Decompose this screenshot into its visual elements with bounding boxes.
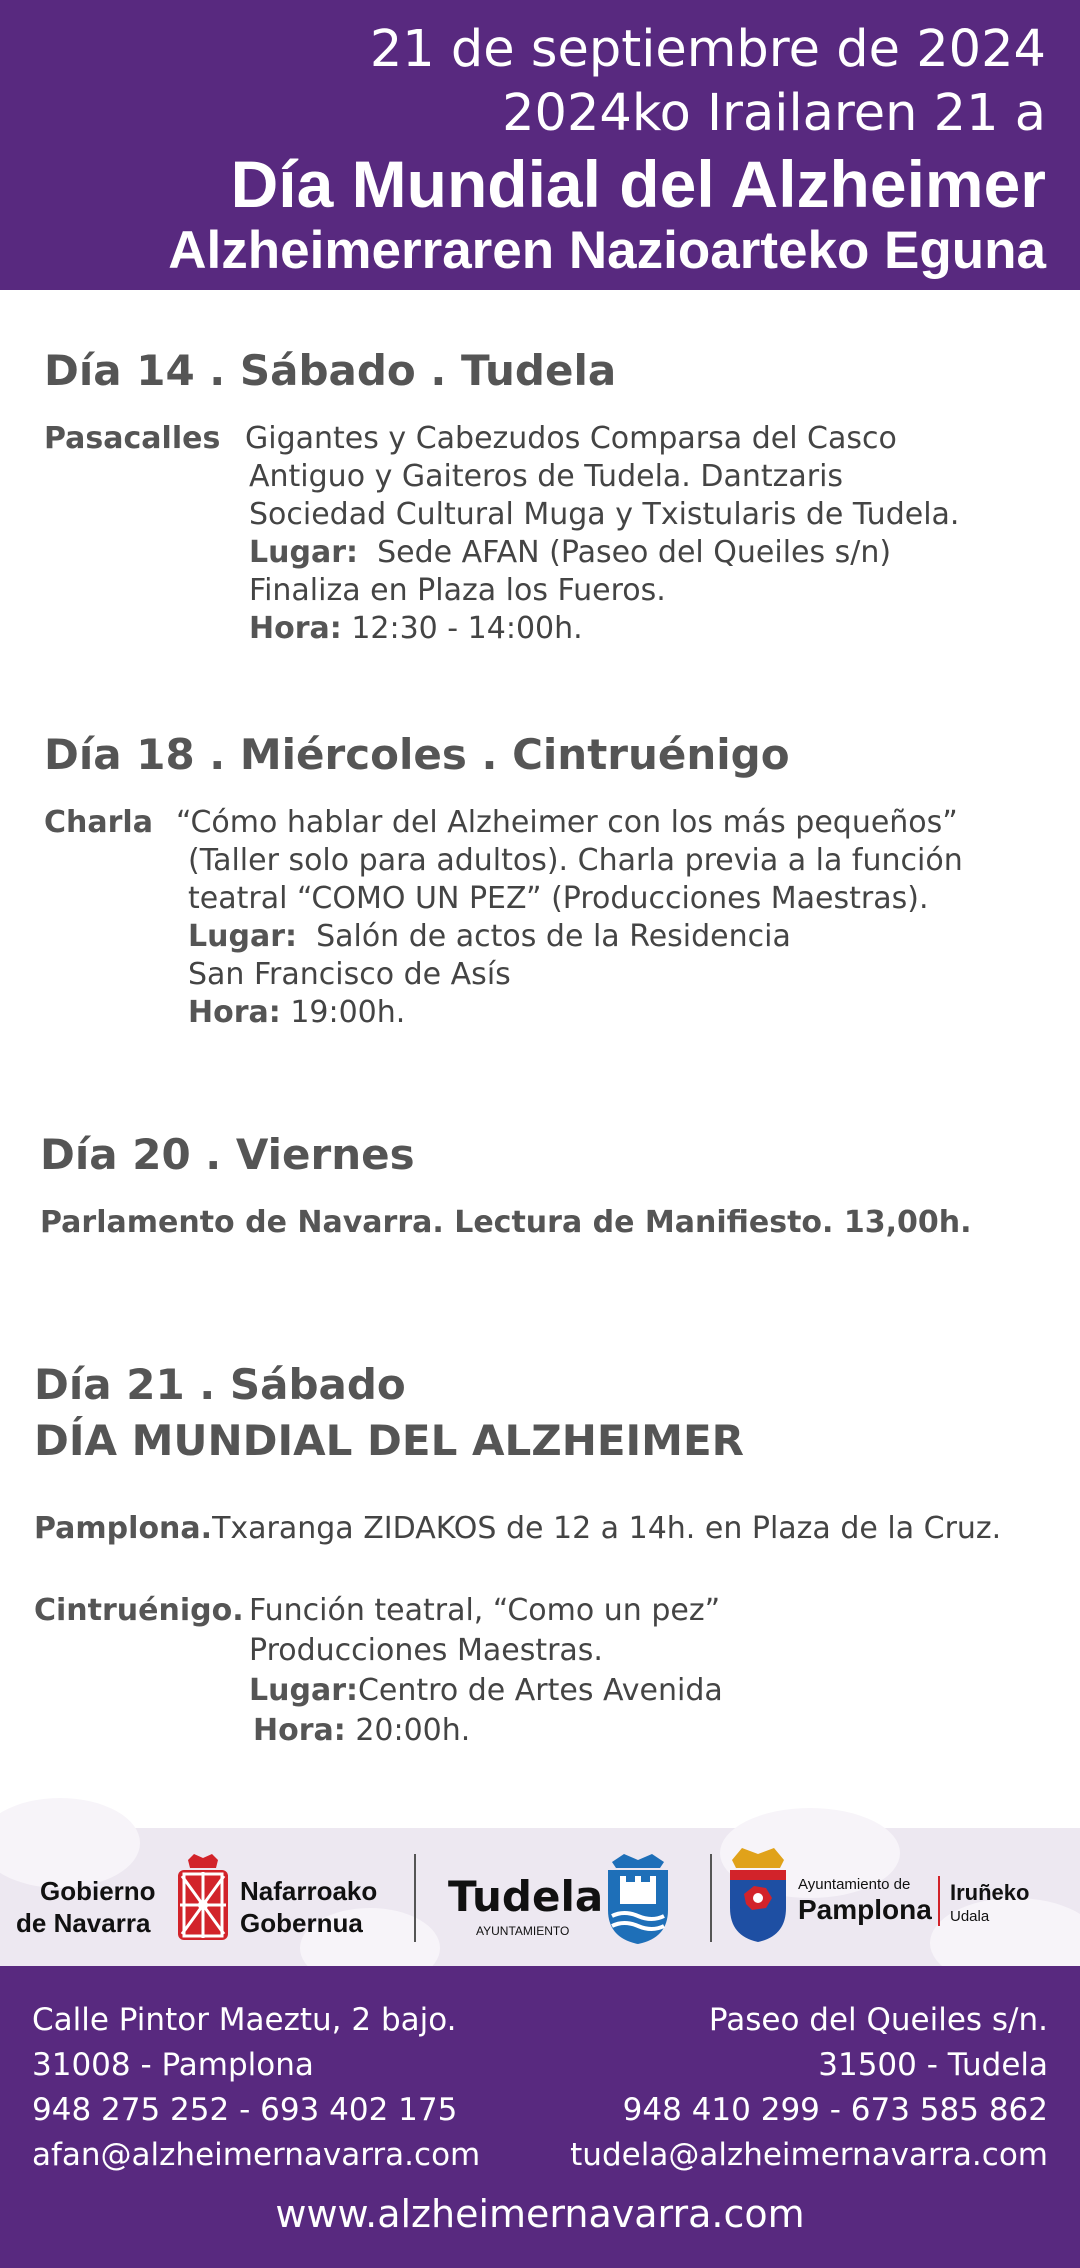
footer-left-email[interactable]: afan@alzheimernavarra.com [32, 2137, 481, 2173]
day14-label: Pasacalles [44, 421, 221, 456]
sponsor-logos-strip [0, 1828, 1080, 1966]
day14-lugar-extra: Finaliza en Plaza los Fueros. [249, 573, 666, 608]
navarra-text-eu-1: Nafarroako [240, 1876, 378, 1906]
logo-divider [414, 1854, 416, 1942]
day14-line-2: Antiguo y Gaiteros de Tudela. Dantzaris [249, 459, 844, 494]
date-spanish: 21 de septiembre de 2024 [369, 20, 1046, 79]
footer-right-phone: 948 410 299 - 673 585 862 [622, 2092, 1048, 2128]
day18-lugar [188, 918, 791, 956]
day18-lugar-value: Salón de actos de la Residencia [316, 919, 791, 954]
day21-heading: Día 21 . Sábado [34, 1360, 406, 1409]
day14-lugar-value: Sede AFAN (Paseo del Queiles s/n) [377, 535, 892, 570]
background-leaf-decoration [0, 1798, 140, 1888]
day18-line-3: teatral “COMO UN PEZ” (Producciones Maestras). [188, 881, 929, 916]
day14-lugar-label: Lugar: [249, 535, 358, 570]
navarra-coat-of-arms-icon [176, 1854, 230, 1942]
logo-divider [710, 1854, 712, 1942]
day21-cintruenigo-label: Cintruénigo. [34, 1593, 244, 1628]
day14-line-1: Gigantes y Cabezudos Comparsa del Casco [245, 421, 897, 456]
day18-hora-value: 19:00h. [290, 995, 406, 1030]
footer-right-city: 31500 - Tudela [818, 2047, 1048, 2083]
day21-lugar-value: Centro de Artes Avenida [357, 1673, 723, 1708]
date-basque: 2024ko Irailaren 21 a [502, 84, 1046, 143]
navarra-text-eu-2: Gobernua [240, 1908, 363, 1938]
header-banner [0, 0, 1080, 290]
pamplona-logo-divider [938, 1876, 940, 1926]
day18-line-2: (Taller solo para adultos). Charla previa a la función [188, 843, 963, 878]
day21-pamplona-label: Pamplona. [34, 1511, 213, 1546]
day18-lugar-label: Lugar: [188, 919, 297, 954]
day18-lugar-extra: San Francisco de Asís [188, 957, 511, 992]
footer-contacts [0, 1966, 1080, 2268]
day20-heading: Día 20 . Viernes [40, 1130, 415, 1179]
day21-cintruenigo-line-2: Producciones Maestras. [249, 1633, 603, 1668]
day21-lugar [249, 1672, 723, 1710]
day14-lugar [249, 534, 891, 572]
pamplona-logo-small-text: Ayuntamiento de [798, 1876, 911, 1893]
day21-hora [253, 1712, 470, 1750]
day14-hora-value: 12:30 - 14:00h. [351, 611, 583, 646]
day21-pamplona [34, 1510, 1001, 1548]
day21-hora-value: 20:00h. [355, 1713, 471, 1748]
tudela-logo-subtext: AYUNTAMIENTO [476, 1924, 570, 1938]
day21-pamplona-text: Txaranga ZIDAKOS de 12 a 14h. en Plaza de la Cruz. [212, 1511, 1002, 1546]
pamplona-logo-eu-sub: Udala [950, 1908, 990, 1925]
day18-hora [188, 994, 405, 1032]
day18-line-1: “Cómo hablar del Alzheimer con los más pequeños” [176, 805, 958, 840]
day14-hora-label: Hora: [249, 611, 342, 646]
pamplona-logo-name: Pamplona [798, 1894, 932, 1925]
footer-left-city: 31008 - Pamplona [32, 2047, 314, 2083]
day21-cintruenigo-line-1: Función teatral, “Como un pez” [249, 1593, 721, 1628]
day20-text: Parlamento de Navarra. Lectura de Manifiesto. 13,00h. [40, 1205, 972, 1240]
day21-subheading: DÍA MUNDIAL DEL ALZHEIMER [34, 1416, 745, 1465]
day14-hora [249, 610, 583, 648]
day18-label: Charla [44, 805, 153, 840]
navarra-text-es-2: de Navarra [16, 1908, 151, 1938]
footer-left-phone: 948 275 252 - 693 402 175 [32, 2092, 458, 2128]
footer-right-address: Paseo del Queiles s/n. [708, 2002, 1048, 2038]
day21-hora-label: Hora: [253, 1713, 346, 1748]
day14-heading: Día 14 . Sábado . Tudela [44, 346, 617, 395]
footer-right-email[interactable]: tudela@alzheimernavarra.com [570, 2137, 1048, 2173]
pamplona-logo-eu-name: Iruñeko [950, 1880, 1030, 1905]
title-spanish: Día Mundial del Alzheimer [230, 147, 1046, 221]
tudela-logo-text: Tudela [448, 1872, 604, 1921]
day14-line-3: Sociedad Cultural Muga y Txistularis de Tudela. [249, 497, 960, 532]
tudela-coat-of-arms-icon [604, 1854, 672, 1944]
title-basque: Alzheimerraren Nazioarteko Eguna [168, 221, 1046, 280]
footer-left-address: Calle Pintor Maeztu, 2 bajo. [32, 2002, 457, 2038]
day18-heading: Día 18 . Miércoles . Cintruénigo [44, 730, 790, 779]
day18-hora-label: Hora: [188, 995, 281, 1030]
footer-website-link[interactable]: www.alzheimernavarra.com [275, 2192, 805, 2236]
day21-lugar-label: Lugar: [249, 1673, 358, 1708]
pamplona-coat-of-arms-icon [726, 1846, 790, 1942]
navarra-text-es-1: Gobierno [40, 1876, 156, 1906]
